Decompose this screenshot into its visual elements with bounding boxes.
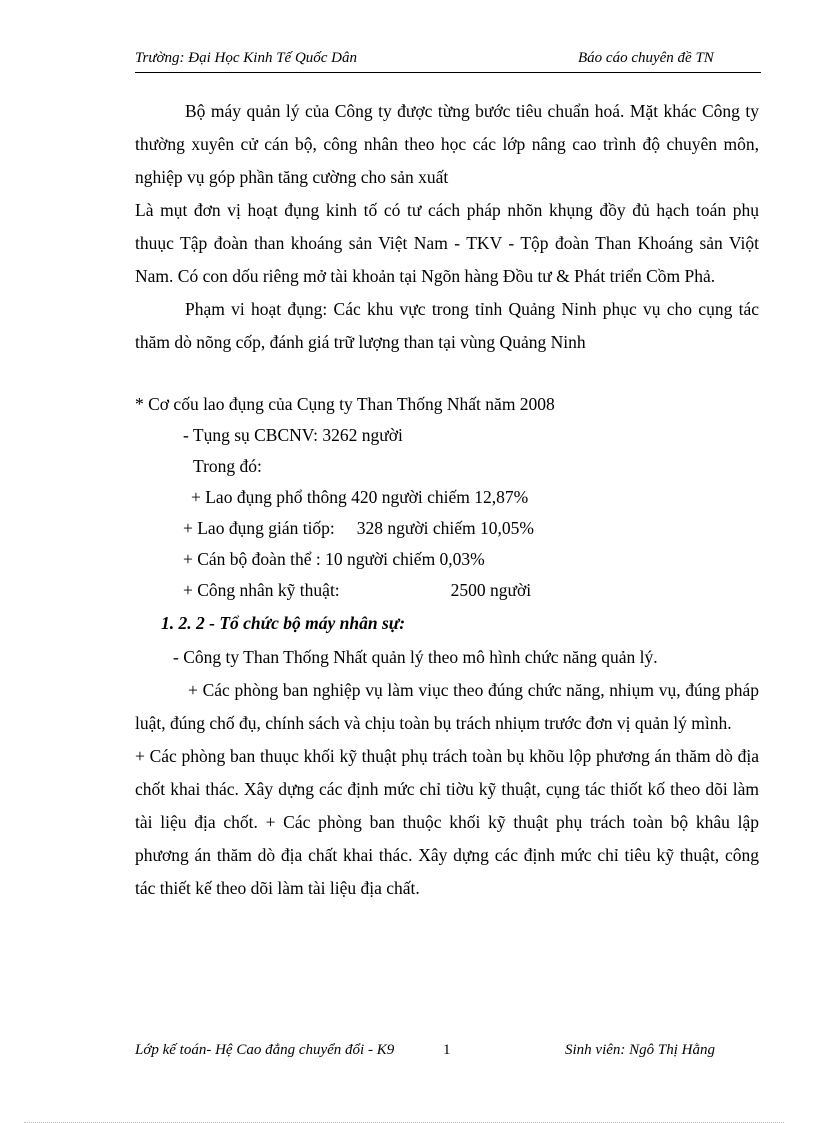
labor-indirect-label: + Lao đụng gián tiốp: [183,518,335,538]
header-report-title: Báo cáo chuyên đề TN [578,50,714,66]
labor-total: - Tụng sụ CBCNV: 3262 người [183,425,403,445]
labor-item-indirect [135,513,759,544]
section-item-technical-departments: + Các phòng ban thuục khối kỹ thuật phụ trách toàn bụ khõu lộp phương án thăm dò địa chốt khai thác. Xây dựng các định mức chỉ tiờu kỹ thuật, cụng tác thiốt kố theo dõi làm tài liệu địa chốt. + Các phòng ban thuộc khối kỹ thuật phụ trách toàn bộ khâu lập phương án thăm dò địa chất khai thác. Xây dựng các định mức chỉ tiêu kỹ thuật, công tác thiết kế theo dõi làm tài liệu địa chất. [135,746,759,898]
labor-indirect-value: 328 người chiếm 10,05% [356,518,534,538]
section-item-model: - Công ty Than Thống Nhất quản lý theo mô hình chức năng quản lý. [173,647,658,667]
labor-item-union: + Cán bộ đoàn thể : 10 người chiếm 0,03% [183,549,485,569]
paragraph-unit: Là mụt đơn vị hoạt đụng kinh tố có tư cách pháp nhõn khụng đồy đủ hạch toán phụ thuục Tập đoàn than khoáng sản Việt Nam - TKV - Tộp đoàn Than Khoáng sản Viột Nam. Có con dốu riêng mở tài khoản tại Ngõn hàng Đồu tư & Phát triển Cồm Phả. [135,200,759,286]
header-school: Trường: Đại Học Kinh Tế Quốc Dân [135,50,358,66]
footer-student: Sinh viên: Ngô Thị Hằng [565,1042,715,1058]
document-body [135,95,759,905]
paragraph-scope: Phạm vi hoạt đụng: Các khu vực trong tỉnh Quảng Ninh phục vụ cho cụng tác thăm dò nõng cốp, đánh giá trữ lượng than tại vùng Quảng Ninh [135,299,759,352]
labor-technical-label: + Công nhân kỹ thuật: [183,580,340,600]
section-item-departments: + Các phòng ban nghiệp vụ làm viục theo đúng chức năng, nhiụm vụ, đúng pháp luật, đúng chố đụ, chính sách và chịu toàn bụ trách nhiụm trước đơn vị quản lý mình. [135,680,759,733]
section-heading: 1. 2. 2 - Tổ chức bộ máy nhân sự: [161,613,406,633]
labor-item-technical [135,575,759,606]
page-number: 1 [443,1042,451,1058]
paragraph-management: Bộ máy quản lý của Công ty được từng bước tiêu chuẩn hoá. Mặt khác Công ty thường xuyên cử cán bộ, công nhân theo học các lớp nâng cao trình độ chuyên môn, nghiệp vụ góp phần tăng cường cho sản xuất [135,101,759,187]
labor-within: Trong đó: [193,456,262,476]
labor-structure-title: * Cơ cốu lao đụng của Cụng ty Than Thống Nhất năm 2008 [135,394,555,414]
page-header [135,50,761,73]
footer-class: Lớp kế toán- Hệ Cao đẳng chuyển đổi - K9 [135,1042,395,1058]
labor-technical-value: 2500 người [450,580,532,600]
spacer [135,359,759,389]
labor-item-general: + Lao đụng phổ thông 420 người chiếm 12,87% [191,487,529,507]
